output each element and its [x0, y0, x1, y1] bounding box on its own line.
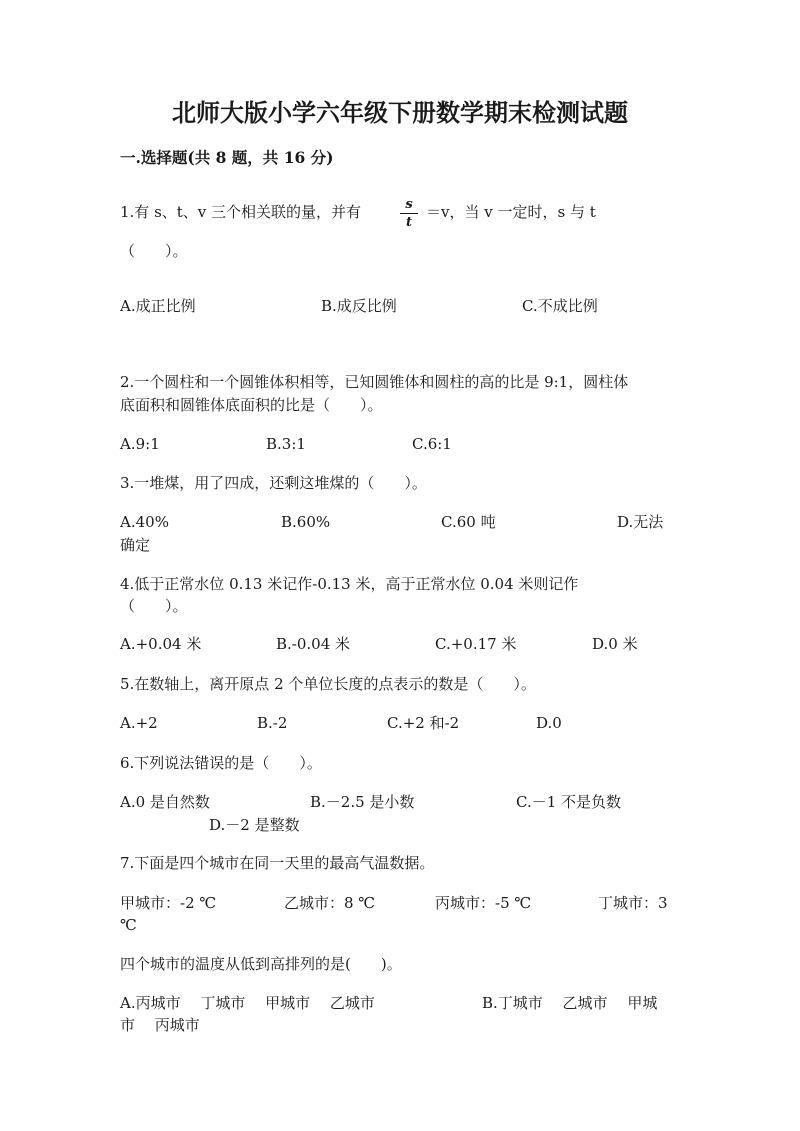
- question-1-option-c[interactable]: C.不成比例: [522, 297, 598, 315]
- city-ding-temp: 丁城市：3: [598, 894, 668, 912]
- question-1-option-b[interactable]: B.成反比例: [321, 297, 397, 315]
- question-2-stem-line2: 底面积和圆锥体底面积的比是（ ）。: [120, 396, 383, 414]
- question-6-option-b[interactable]: B.－2.5 是小数: [310, 793, 415, 811]
- question-7-prompt: 四个城市的温度从低到高排列的是( )。: [120, 955, 402, 973]
- question-4-option-b[interactable]: B.-0.04 米: [276, 635, 351, 653]
- question-3-option-b[interactable]: B.60%: [281, 513, 331, 531]
- question-1-blank: （ ）。: [120, 242, 188, 260]
- question-7-option-b-wrap: 市 丙城市: [120, 1016, 200, 1034]
- question-2-option-c[interactable]: C.6:1: [412, 435, 452, 453]
- question-1-stem: 1.有 s、t、v 三个相关联的量，并有: [120, 203, 362, 221]
- question-4-stem-line1: 4.低于正常水位 0.13 米记作-0.13 米，高于正常水位 0.04 米则记作: [120, 575, 579, 593]
- question-1-stem-cont: ＝v，当 v 一定时，s 与 t: [426, 203, 596, 221]
- question-3-option-a[interactable]: A.40%: [120, 513, 169, 531]
- question-5-option-b[interactable]: B.-2: [257, 714, 288, 732]
- question-3-option-d-wrap: 确定: [120, 536, 151, 554]
- question-2-option-b[interactable]: B.3:1: [266, 435, 306, 453]
- question-4-option-a[interactable]: A.+0.04 米: [120, 635, 202, 653]
- question-3-option-c[interactable]: C.60 吨: [441, 513, 496, 531]
- question-7-option-b[interactable]: B.丁城市 乙城市 甲城: [482, 994, 658, 1012]
- question-2-option-a[interactable]: A.9:1: [120, 435, 160, 453]
- city-jia-temp: 甲城市：-2 ℃: [120, 894, 217, 912]
- fraction-s-over-t: [400, 197, 418, 230]
- question-6-option-a[interactable]: A.0 是自然数: [120, 793, 210, 811]
- question-5-option-a[interactable]: A.+2: [120, 714, 158, 732]
- fraction-denominator: t: [405, 215, 412, 230]
- city-bing-temp: 丙城市：-5 ℃: [435, 894, 532, 912]
- page-title: 北师大版小学六年级下册数学期末检测试题: [172, 98, 628, 127]
- question-4-option-c[interactable]: C.+0.17 米: [435, 635, 517, 653]
- question-7-option-a[interactable]: A.丙城市 丁城市 甲城市 乙城市: [120, 994, 375, 1012]
- fraction-bar: [400, 213, 418, 214]
- question-4-option-d[interactable]: D.0 米: [592, 635, 638, 653]
- city-ding-temp-wrap: ℃: [120, 916, 137, 934]
- section-heading: 一.选择题(共 8 题，共 16 分): [120, 148, 334, 167]
- question-7-stem: 7.下面是四个城市在同一天里的最高气温数据。: [120, 854, 435, 872]
- question-6-stem: 6.下列说法错误的是（ ）。: [120, 754, 322, 772]
- question-2-stem-line1: 2.一个圆柱和一个圆锥体积相等，已知圆锥体和圆柱的高的比是 9:1，圆柱体: [120, 373, 629, 391]
- question-4-stem-line2: （ ）。: [120, 597, 188, 615]
- question-5-option-c[interactable]: C.+2 和-2: [387, 714, 460, 732]
- question-1-option-a[interactable]: A.成正比例: [120, 297, 196, 315]
- city-yi-temp: 乙城市：8 ℃: [284, 894, 376, 912]
- question-3-stem: 3.一堆煤，用了四成，还剩这堆煤的（ ）。: [120, 474, 427, 492]
- question-5-option-d[interactable]: D.0: [536, 714, 562, 732]
- question-5-stem: 5.在数轴上，离开原点 2 个单位长度的点表示的数是（ ）。: [120, 675, 536, 693]
- question-6-option-c[interactable]: C.－1 不是负数: [516, 793, 622, 811]
- question-6-option-d[interactable]: D.－2 是整数: [209, 816, 300, 834]
- question-3-option-d[interactable]: D.无法: [617, 513, 664, 531]
- fraction-numerator: s: [405, 197, 413, 212]
